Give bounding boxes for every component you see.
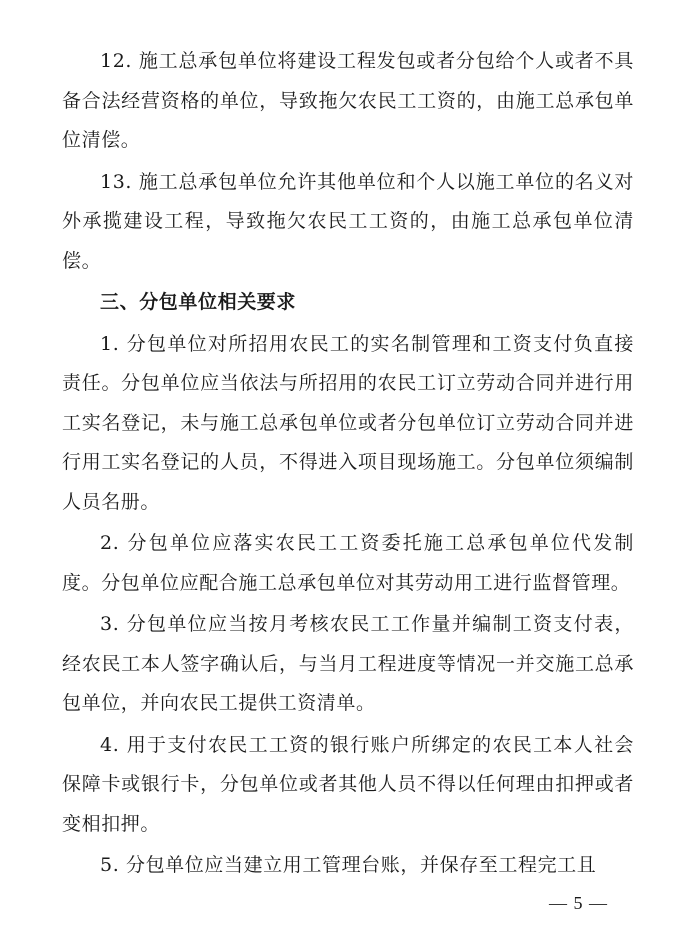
requirement-4: 4. 用于支付农民工工资的银行账户所绑定的农民工本人社会保障卡或银行卡，分包单位或者其他人员不得以任何理由扣押或者变相扣押。 <box>62 733 634 835</box>
section-heading: 三、分包单位相关要求 <box>100 291 297 313</box>
page-number: — 5 — <box>549 893 608 913</box>
document-body <box>62 42 634 888</box>
requirement-3: 3. 分包单位应当按月考核农民工工作量并编制工资支付表，经农民工本人签字确认后，与当月工程进度等情况一并交施工总承包单位，并向农民工提供工资清单。 <box>62 613 634 714</box>
requirement-5: 5. 分包单位应当建立用工管理台账，并保存至工程完工且 <box>100 854 597 876</box>
clause-12: 12. 施工总承包单位将建设工程发包或者分包给个人或者不具备合法经营资格的单位，导致拖欠农民工工资的，由施工总承包单位清偿。 <box>62 50 634 151</box>
requirement-2: 2. 分包单位应落实农民工工资委托施工总承包单位代发制度。分包单位应配合施工总承包单位对其劳动用工进行监督管理。 <box>62 532 634 594</box>
requirement-1: 1. 分包单位对所招用农民工的实名制管理和工资支付负直接责任。分包单位应当依法与所招用的农民工订立劳动合同并进行用工实名登记，未与施工总承包单位或者分包单位订立劳动合同并进行用工实名登记的人员，不得进入项目现场施工。分包单位须编制人员名册。 <box>62 332 634 513</box>
clause-13: 13. 施工总承包单位允许其他单位和个人以施工单位的名义对外承揽建设工程，导致拖欠农民工工资的，由施工总承包单位清偿。 <box>62 170 634 272</box>
